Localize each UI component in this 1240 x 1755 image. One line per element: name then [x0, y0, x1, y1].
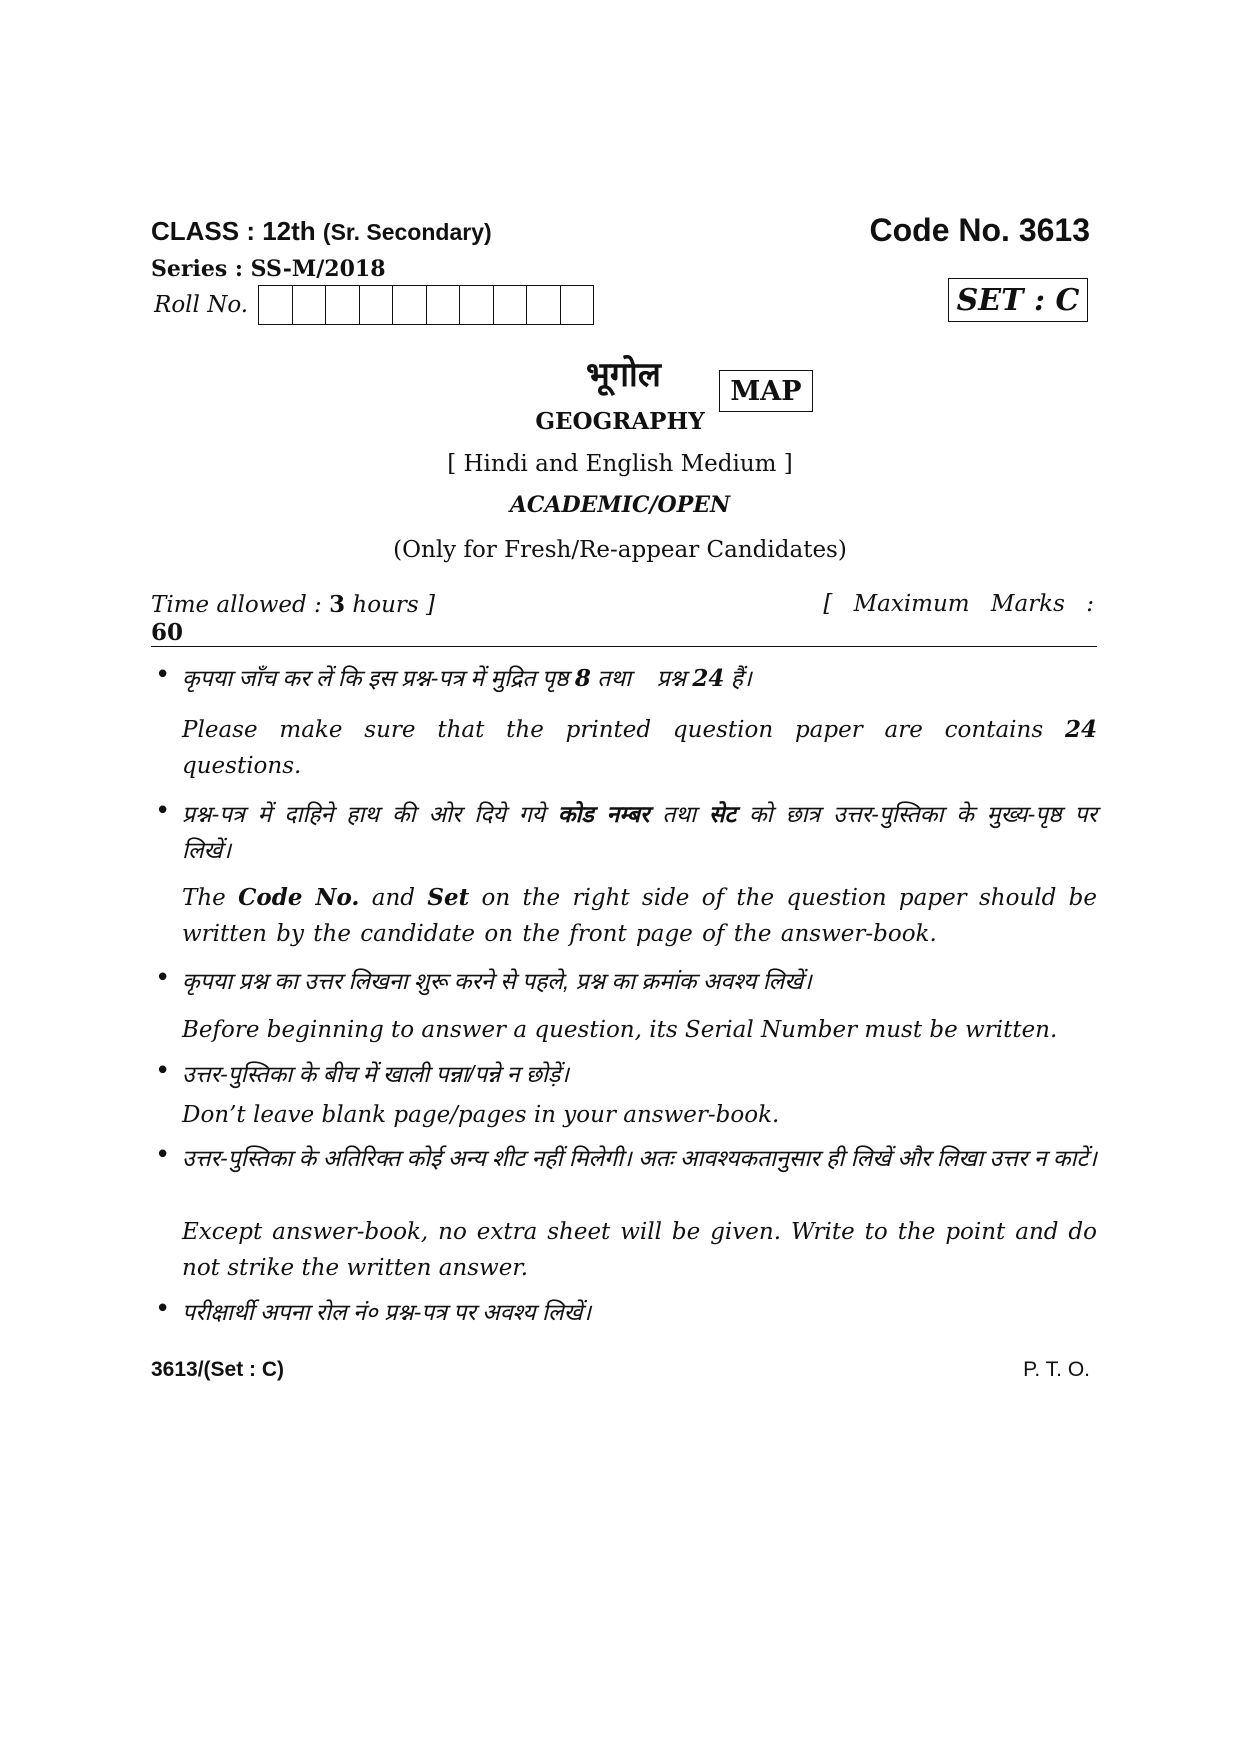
- map-tag: MAP: [719, 370, 813, 412]
- max-marks-value: 60: [151, 619, 184, 646]
- subject-title-hindi: भूगोल: [586, 356, 661, 394]
- roll-no-cell[interactable]: [426, 286, 460, 324]
- max-marks-label: [ Maximum Marks :: [823, 591, 1094, 617]
- roll-no-cell[interactable]: [258, 286, 292, 324]
- footer-code-set: 3613/(Set : C): [151, 1358, 285, 1381]
- series-label: Series : SS-M/2018: [151, 256, 386, 282]
- instruction-6-hindi: परीक्षार्थी अपना रोल नं० प्रश्न-पत्र पर अवश्य लिखें।: [182, 1299, 592, 1325]
- instruction-2-english: The Code No. and Set on the right side of the question paper should be written by the candidate on the front page of the answer-book.: [182, 884, 1097, 947]
- medium-label: [ Hindi and English Medium ]: [447, 451, 793, 477]
- instruction-5-english: Except answer-book, no extra sheet will be given. Write to the point and do not strike the written answer.: [182, 1219, 1097, 1281]
- instruction-1-english: Please make sure that the printed question paper are contains 24 questions.: [182, 716, 1097, 779]
- roll-no-cell[interactable]: [292, 286, 326, 324]
- class-label: CLASS : 12th (Sr. Secondary): [151, 216, 492, 246]
- instruction-5-hindi: उत्तर-पुस्तिका के अतिरिक्त कोई अन्य शीट नहीं मिलेगी। अतः आवश्यकतानुसार ही लिखें और लिखा उत्तर न काटें।: [182, 1145, 1097, 1171]
- set-badge: SET : C: [948, 278, 1088, 322]
- subject-title-english: GEOGRAPHY: [535, 408, 705, 435]
- instruction-4-hindi: उत्तर-पुस्तिका के बीच में खाली पन्ना/पन्ने न छोड़ें।: [182, 1061, 569, 1087]
- instruction-4-english: Don’t leave blank page/pages in your answer-book.: [182, 1102, 780, 1128]
- roll-no-cell[interactable]: [493, 286, 527, 324]
- instruction-3-english: Before beginning to answer a question, its Serial Number must be written.: [182, 1017, 1058, 1043]
- roll-no-label: Roll No.: [154, 292, 249, 318]
- footer-pto: P. T. O.: [1023, 1358, 1090, 1381]
- roll-no-cell[interactable]: [359, 286, 393, 324]
- roll-no-cell[interactable]: [325, 286, 359, 324]
- instruction-3-hindi: कृपया प्रश्न का उत्तर लिखना शुरू करने से पहले, प्रश्न का क्रमांक अवश्य लिखें।: [182, 968, 812, 994]
- roll-no-cell[interactable]: [526, 286, 560, 324]
- stream-label: ACADEMIC/OPEN: [509, 492, 731, 518]
- instruction-1-hindi: कृपया जाँच कर लें कि इस प्रश्न-पत्र में मुद्रित पृष्ठ 8 तथा प्रश्न 24 हैं।: [182, 665, 752, 692]
- code-number: Code No. 3613: [869, 212, 1090, 248]
- roll-no-cell[interactable]: [560, 286, 595, 324]
- instruction-2-hindi: प्रश्न-पत्र में दाहिने हाथ की ओर दिये गये कोड नम्बर तथा सेट को छात्र उत्तर-पुस्तिका के मुख्य-पृष्ठ पर लिखें।: [182, 801, 1097, 863]
- roll-no-cell[interactable]: [392, 286, 426, 324]
- roll-no-boxes[interactable]: [258, 285, 594, 325]
- candidates-note: (Only for Fresh/Re-appear Candidates): [393, 537, 847, 563]
- roll-no-cell[interactable]: [459, 286, 493, 324]
- time-allowed: Time allowed : 3 hours ] 60: [151, 591, 435, 646]
- header-divider: [151, 646, 1097, 647]
